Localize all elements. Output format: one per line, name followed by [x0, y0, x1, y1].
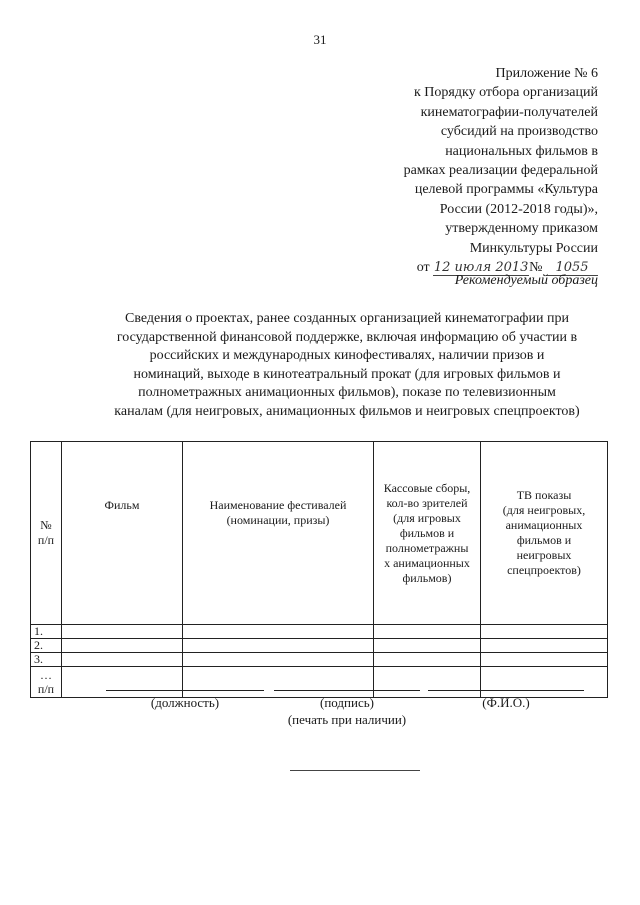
handwritten-number: 1055	[546, 261, 598, 276]
box-office-cell[interactable]	[374, 639, 481, 653]
row-number-cell: 3.	[31, 653, 62, 667]
appendix-line: субсидий на производство	[440, 124, 598, 140]
number-prefix: №	[529, 260, 543, 276]
heading-line: каналам (для неигровых, анимационных фильмов и неигровых спецпроектов)	[114, 403, 580, 419]
header-tv-shows: ТВ показы (для неигровых, анимационных фильмов и неигровых спецпроектов)	[481, 442, 608, 625]
tv-cell[interactable]	[481, 625, 608, 639]
appendix-line: к Порядку отбора организаций	[413, 85, 598, 101]
page-number: 31	[313, 32, 327, 47]
appendix-line: Минкультуры России	[469, 240, 598, 256]
table-row	[31, 653, 608, 667]
table-row	[31, 639, 608, 653]
full-name-field[interactable]: (Ф.И.О.)	[428, 690, 584, 711]
film-cell[interactable]	[62, 639, 183, 653]
header-festivals: Наименование фестивалей (номинации, призы)	[183, 442, 374, 625]
box-office-cell[interactable]	[374, 625, 481, 639]
tv-cell[interactable]	[481, 639, 608, 653]
appendix-line: национальных фильмов в	[445, 143, 598, 159]
table-header-row	[31, 442, 608, 625]
appendix-line: России (2012-2018 годы)»,	[439, 201, 598, 217]
tv-cell[interactable]	[481, 653, 608, 667]
heading-line: Сведения о проектах, ранее созданных организацией кинематографии при	[125, 311, 569, 326]
appendix-block	[338, 64, 598, 277]
bottom-divider	[290, 770, 420, 771]
film-cell[interactable]	[62, 625, 183, 639]
document-heading	[92, 310, 602, 422]
row-number-cell: … п/п	[31, 667, 62, 698]
recommended-sample-label: Рекомендуемый образец	[454, 273, 598, 288]
handwritten-date: 12 июля 2013	[433, 260, 529, 276]
row-number-cell: 1.	[31, 625, 62, 639]
appendix-line: утвержденному приказом	[445, 221, 598, 237]
festival-cell[interactable]	[183, 625, 374, 639]
projects-table	[30, 441, 608, 698]
appendix-line: Приложение № 6	[495, 66, 598, 81]
signature-field[interactable]: (подпись)	[274, 690, 420, 711]
appendix-line: рамках реализации федеральной	[403, 163, 598, 179]
heading-line: российских и международных кинофестивалях, наличии призов и	[149, 348, 545, 364]
header-film: Фильм	[62, 442, 183, 625]
box-office-cell[interactable]	[374, 653, 481, 667]
film-cell[interactable]	[62, 653, 183, 667]
appendix-line: целевой программы «Культура	[414, 182, 598, 198]
row-number-cell: 2.	[31, 639, 62, 653]
appendix-line: кинематографии-получателей	[420, 104, 598, 120]
festival-cell[interactable]	[183, 653, 374, 667]
heading-line: номинаций, выходе в кинотеатральный прокат (для игровых фильмов и	[133, 366, 561, 382]
festival-cell[interactable]	[183, 639, 374, 653]
table-row	[31, 625, 608, 639]
position-signature-field[interactable]: (должность)	[106, 690, 264, 711]
date-prefix: от	[416, 260, 430, 276]
header-box-office: Кассовые сборы, кол-во зрителей (для игровых фильмов и полнометражны х анимационных фильмов)	[374, 442, 481, 625]
header-number: № п/п	[31, 442, 62, 625]
heading-line: полнометражных анимационных фильмов), показе по телевизионным	[138, 385, 556, 401]
heading-line: государственной финансовой поддержке, включая информацию об участии в	[116, 329, 578, 345]
seal-note: (печать при наличии)	[287, 712, 407, 727]
